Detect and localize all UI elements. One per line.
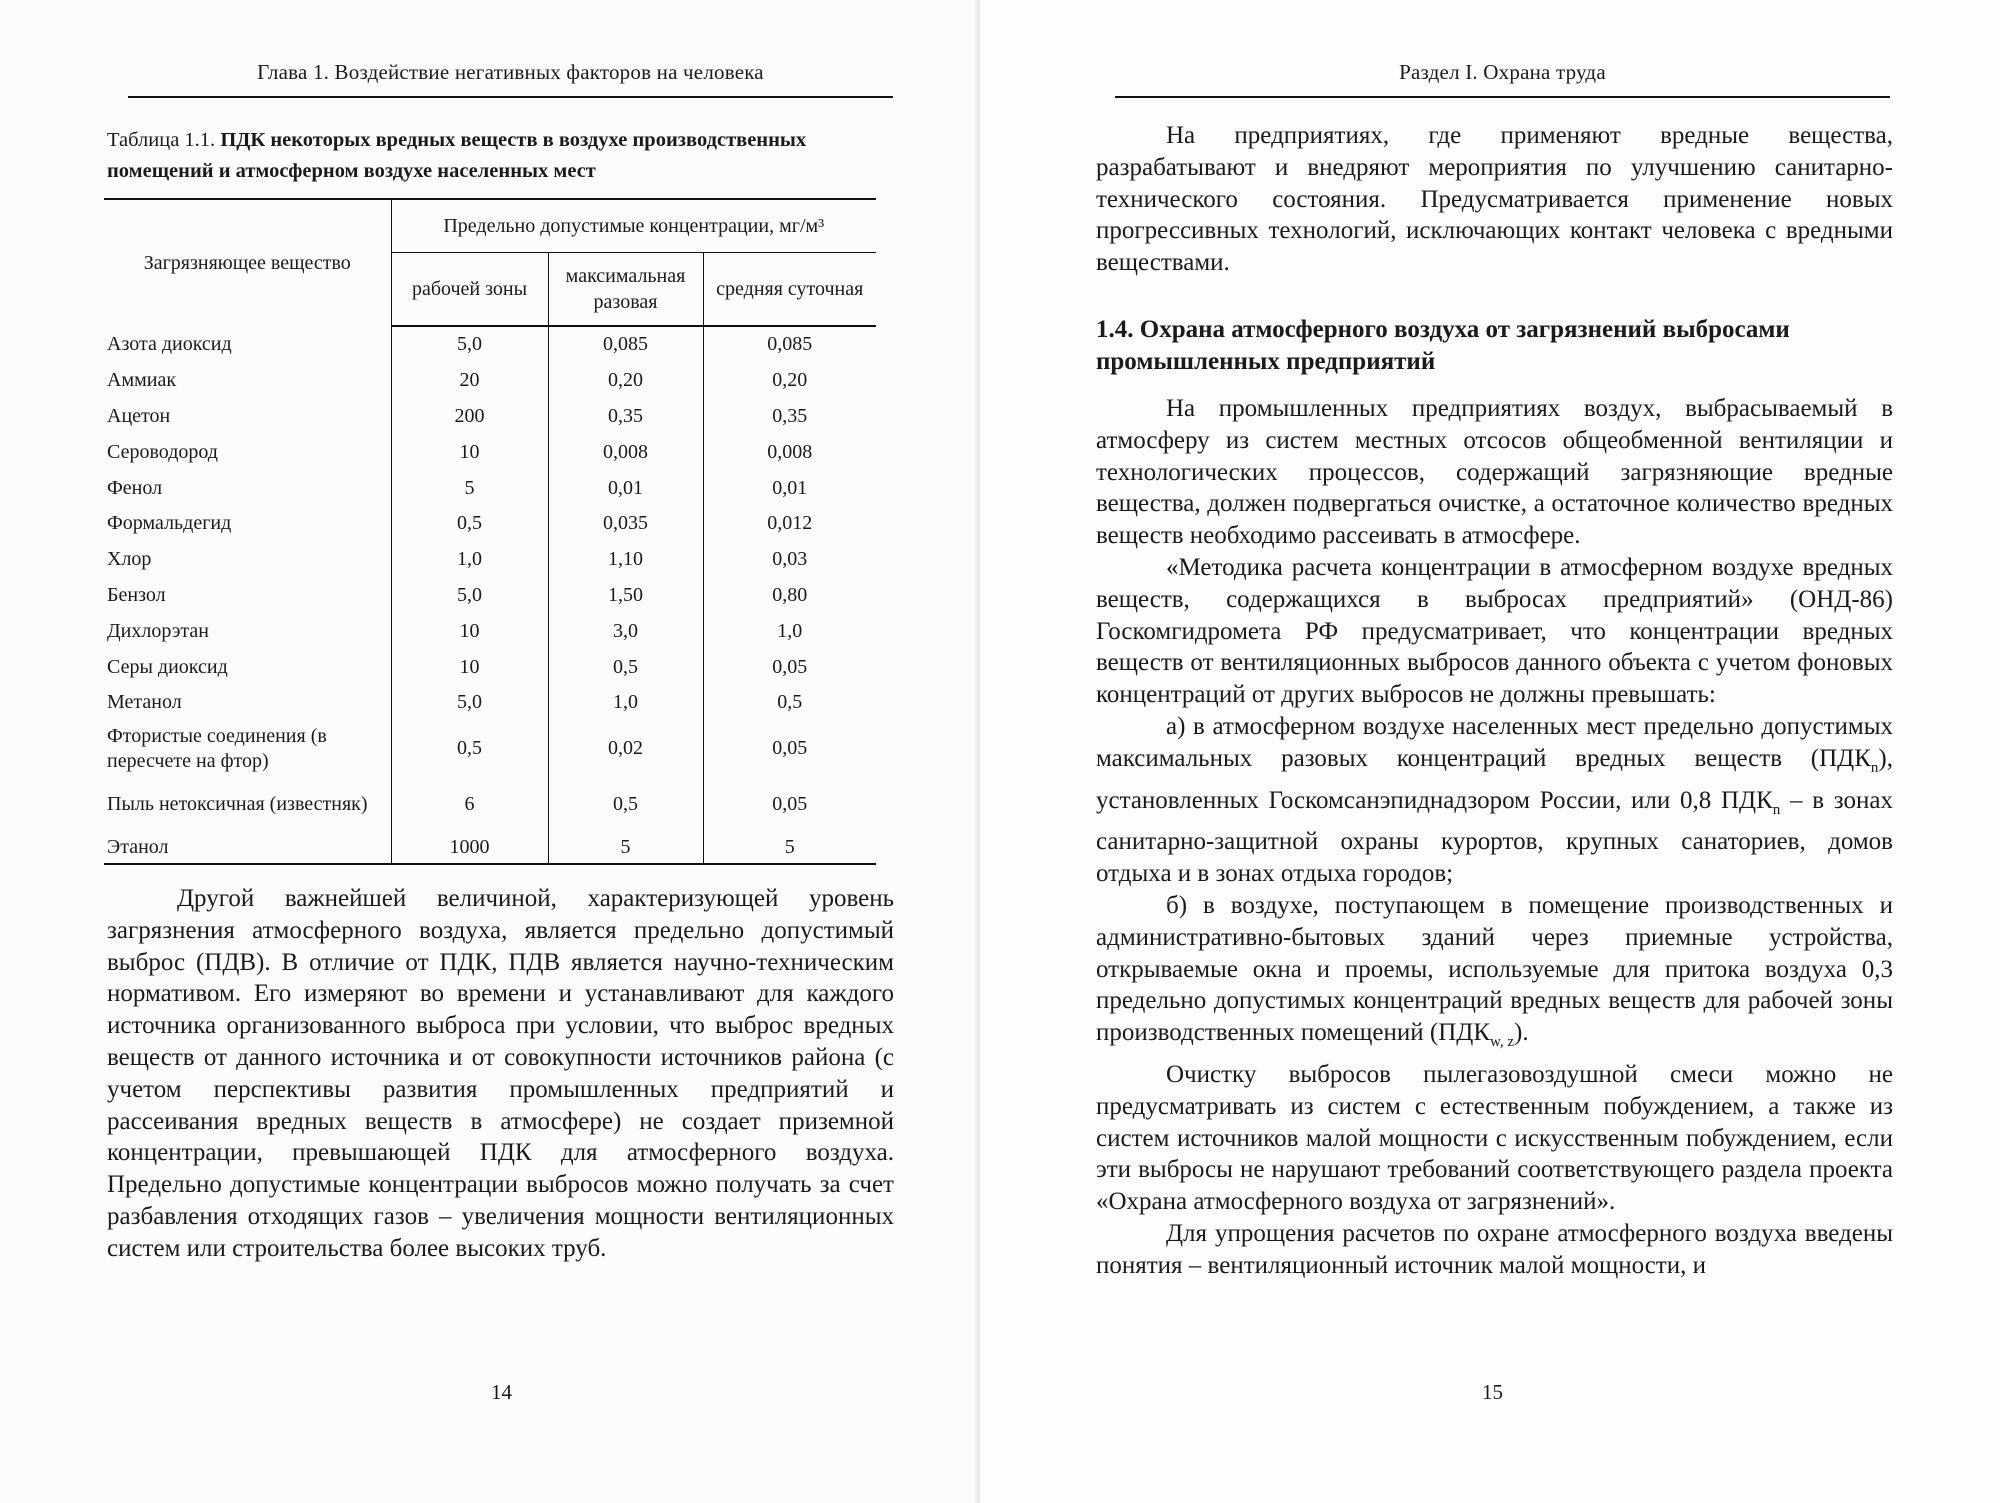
substance-cell: Сероводород [107, 440, 218, 463]
max-single-cell: 1,10 [548, 542, 703, 578]
intro-block [1096, 120, 1893, 279]
table-row [104, 363, 876, 399]
work-zone-cell: 10 [391, 434, 548, 470]
table-caption-title: ПДК некоторых вредных веществ в воздухе производственных помещений и атмосферном воздухе населенных мест [107, 129, 807, 182]
work-zone-cell: 0,5 [391, 506, 548, 542]
substance-cell: Формальдегид [107, 512, 232, 535]
intro-paragraph: На предприятиях, где применяют вредные вещества, разрабатывают и внедряют мероприятия по улучшению санитарно-технического состояния. Предусматривается применение новых прогрессивных технологий, исключающих контакт человека с вредными веществами. [1096, 122, 1893, 277]
daily-avg-cell: 0,012 [703, 506, 876, 542]
pdv-paragraph: Другой важнейшей величиной, характеризующей уровень загрязнения атмосферного воздуха, является предельно допустимый выброс (ПДВ). В отличие от ПДК, ПДВ является научно-техническим нормативом. Его измеряют во времени и устанавливают для каждого источника организованного выброса при условии, что выброс вредных веществ от данного источника и от совокупности источников района (с учетом перспективы развития промышленных предприятий и рассеивания вредных веществ в атмосфере) не создает приземной концентрации, превышающей ПДК для атмосферного воздуха. Предельно допустимые концентрации выбросов можно получать за счет разбавления отходящих газов – увеличения мощности вентиляционных систем или строительства более высоких труб. [107, 885, 894, 1262]
table-row [104, 434, 876, 470]
substance-cell: Аммиак [107, 369, 177, 392]
header-concentrations: Предельно допустимые концентрации, мг/м³ [391, 199, 876, 253]
work-zone-cell: 1,0 [391, 542, 548, 578]
table-row [104, 326, 876, 363]
max-single-cell: 0,01 [548, 470, 703, 506]
work-zone-cell: 10 [391, 649, 548, 685]
table-row [104, 685, 876, 721]
substance-cell: Бензол [107, 583, 166, 606]
table-row [104, 833, 876, 864]
section-title: 1.4. Охрана атмосферного воздуха от загрязнений выбросами промышленных предприятий [1096, 316, 1790, 375]
table-row [104, 399, 876, 435]
daily-avg-cell: 0,05 [703, 649, 876, 685]
table-row [104, 470, 876, 506]
paragraph-6: Для упрощения расчетов по охране атмосферного воздуха введены понятия – вентиляционный источник малой мощности, и [1096, 1219, 1893, 1279]
daily-avg-cell: 0,35 [703, 399, 876, 435]
paragraph-3-part-b: ), установленных Госкомсанэпиднадзором России, или 0,8 ПДК [1096, 744, 1893, 814]
max-single-cell: 1,50 [548, 578, 703, 614]
daily-avg-cell: 0,05 [703, 777, 876, 833]
table-row [104, 506, 876, 542]
max-single-cell: 0,20 [548, 363, 703, 399]
daily-avg-cell: 5 [703, 833, 876, 864]
paragraph-3-part-a: а) в атмосферном воздухе населенных мест предельно допустимых максимальных разовых концентраций вредных веществ (ПДК [1096, 712, 1893, 772]
substance-cell: Серы диоксид [107, 655, 228, 678]
paragraph-3-part-c: – в зонах санитарно-защитной охраны курортов, крупных санаториев, домов отдыха и в зонах отдыха городов; [1096, 786, 1894, 888]
daily-avg-cell: 0,085 [703, 326, 876, 363]
paragraph-1: На промышленных предприятиях воздух, выбрасываемый в атмосферу из систем местных отсосов общеобменной вентиляции и технологических процессов, содержащий загрязняющие вредные вещества, должен подвергаться очистке, а остаточное количество вредных веществ необходимо рассеивать в атмосфере. [1096, 395, 1893, 550]
work-zone-cell: 5,0 [391, 326, 548, 363]
substance-cell: Хлор [107, 548, 152, 571]
daily-avg-cell: 0,03 [703, 542, 876, 578]
table-row [104, 578, 876, 614]
max-single-cell: 0,5 [548, 777, 703, 833]
left-page [0, 0, 980, 1503]
pdk-n-subscript-2: n [1772, 801, 1781, 818]
max-single-cell: 0,02 [548, 721, 703, 777]
work-zone-cell: 6 [391, 777, 548, 833]
work-zone-cell: 10 [391, 613, 548, 649]
page-number-left: 14 [491, 1380, 512, 1404]
header-substance: Загрязняющее вещество [143, 251, 351, 274]
right-page [980, 0, 2000, 1503]
paragraph-4-part-a: б) в воздухе, поступающем в помещение производственных и административно-бытовых зданий через приемные устройства, открываемые окна и проемы, используемые для притока воздуха 0,3 предельно допустимых концентраций вредных веществ для рабочей зоны производственных помещений (ПДК [1096, 891, 1893, 1047]
max-single-cell: 0,085 [548, 326, 703, 363]
page-number-right: 15 [1482, 1380, 1503, 1404]
daily-avg-cell: 0,05 [703, 721, 876, 777]
work-zone-cell: 5,0 [391, 578, 548, 614]
work-zone-cell: 5 [391, 470, 548, 506]
daily-avg-cell: 0,008 [703, 434, 876, 470]
daily-avg-cell: 0,01 [703, 470, 876, 506]
left-paragraph-block [107, 883, 894, 1265]
table-row [104, 721, 876, 777]
work-zone-cell: 1000 [391, 833, 548, 864]
work-zone-cell: 20 [391, 363, 548, 399]
max-single-cell: 0,035 [548, 506, 703, 542]
max-single-cell: 5 [548, 833, 703, 864]
work-zone-cell: 0,5 [391, 721, 548, 777]
header-daily-avg: средняя суточная [703, 253, 876, 327]
header-rule-right [1115, 96, 1890, 98]
substance-cell: Метанол [107, 691, 182, 714]
paragraph-2: «Методика расчета концентрации в атмосферном воздухе вредных веществ, содержащихся в выбросах предприятий» (ОНД-86) Госкомгидромета РФ предусматривает, что концентрации вредных веществ от вентиляционных выбросов данного объекта с учетом фоновых концентраций от других выбросов не должны превышать: [1096, 553, 1893, 709]
max-single-cell: 3,0 [548, 613, 703, 649]
daily-avg-cell: 1,0 [703, 613, 876, 649]
header-rule-left [128, 96, 893, 98]
daily-avg-cell: 0,80 [703, 578, 876, 614]
paragraph-4-part-b: ). [1514, 1019, 1529, 1047]
section-body [1096, 393, 1893, 1282]
pdk-n-subscript: n [1870, 759, 1879, 776]
table-row [104, 613, 876, 649]
paragraph-4 [1096, 890, 1893, 1059]
table-row [104, 777, 876, 833]
substance-cell: Азота диоксид [107, 332, 232, 355]
running-head-right: Раздел I. Охрана труда [1399, 60, 1606, 84]
pdk-table [104, 198, 876, 865]
max-single-cell: 1,0 [548, 685, 703, 721]
substance-cell: Пыль нетоксичная (известняк) [107, 793, 368, 816]
header-max-single: максимальная разовая [548, 253, 703, 327]
max-single-cell: 0,5 [548, 649, 703, 685]
daily-avg-cell: 0,20 [703, 363, 876, 399]
header-work-zone: рабочей зоны [391, 253, 548, 327]
table-caption-prefix: Таблица 1.1. [107, 129, 216, 151]
table-row [104, 542, 876, 578]
pdk-wz-subscript: w, z [1490, 1034, 1515, 1051]
paragraph-5: Очистку выбросов пылегазовоздушной смеси можно не предусматривать из систем с естественным побуждением, а также из систем источников малой мощности с искусственным побуждением, если эти выбросы не нарушают требований соответствующего раздела проекта «Охрана атмосферного воздуха от загрязнений». [1096, 1060, 1893, 1216]
substance-cell: Фтористые соединения (в пересчете на фтор) [107, 724, 327, 772]
daily-avg-cell: 0,5 [703, 685, 876, 721]
table-body [104, 326, 876, 864]
substance-cell: Ацетон [107, 404, 171, 427]
paragraph-3 [1096, 711, 1893, 890]
work-zone-cell: 200 [391, 399, 548, 435]
work-zone-cell: 5,0 [391, 685, 548, 721]
running-head-left: Глава 1. Воздействие негативных факторов на человека [257, 60, 764, 84]
table-row [104, 649, 876, 685]
substance-cell: Этанол [104, 833, 391, 864]
substance-cell: Фенол [107, 476, 163, 499]
substance-cell: Дихлорэтан [107, 619, 209, 642]
max-single-cell: 0,35 [548, 399, 703, 435]
table-caption [107, 125, 877, 187]
max-single-cell: 0,008 [548, 434, 703, 470]
